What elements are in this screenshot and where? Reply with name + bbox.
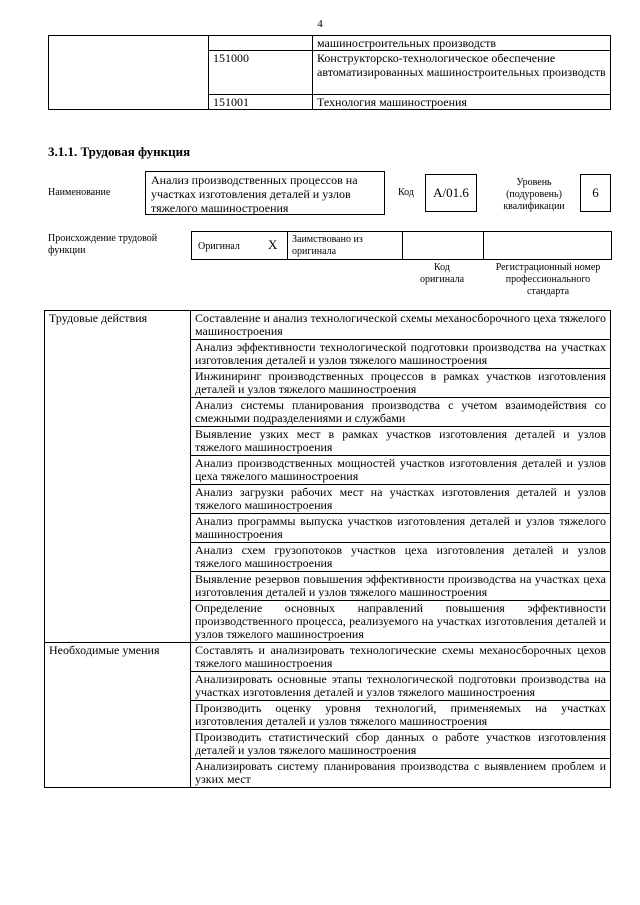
labor-function-body <box>45 311 611 788</box>
borrowed-label-line: Заимствовано из <box>292 234 363 245</box>
specialty-code: 151000 <box>209 51 313 95</box>
level-label-line: (подуровень) <box>506 189 562 200</box>
divider <box>483 232 484 259</box>
section-item: Анализ производственных мощностей участков изготовления деталей и узлов цеха тяжелого машиностроения <box>191 456 611 485</box>
caption-line: оригинала <box>419 274 465 285</box>
divider <box>402 232 403 259</box>
reg-number-caption <box>484 262 612 298</box>
level-label-line: квалификации <box>503 201 565 212</box>
code-label: Код <box>398 187 414 198</box>
caption-line: Регистрационный номер <box>495 262 601 273</box>
specialty-code: 151001 <box>209 95 313 110</box>
level-label-line: Уровень <box>516 177 552 188</box>
table-row <box>49 36 611 51</box>
code-original-caption <box>402 262 482 286</box>
specialty-name: Технология машиностроения <box>313 95 611 110</box>
origin-label-line: Происхождение трудовой <box>48 233 158 244</box>
specialty-table <box>48 35 611 110</box>
empty-cell <box>49 36 209 110</box>
borrowed-label-line: оригинала <box>292 246 337 257</box>
section-item: Анализ программы выпуска участков изготовления деталей и узлов тяжелого машиностроения <box>191 514 611 543</box>
level-label <box>490 177 578 213</box>
section-title: 3.1.1. Трудовая функция <box>48 144 191 159</box>
section-category: Трудовые действия <box>45 311 191 643</box>
origin-label <box>48 233 157 257</box>
page-number: 4 <box>317 18 323 30</box>
level-value-box: 6 <box>580 174 611 212</box>
section-item: Составлять и анализировать технологические схемы механосборочных цехов тяжелого машиностроения <box>191 643 611 672</box>
section-item: Производить статистический сбор данных о работе участков изготовления деталей и узлов тяжелого машиностроения <box>191 730 611 759</box>
section-item: Производить оценку уровня технологий, применяемых на участках изготовления деталей и узлов тяжелого машиностроения <box>191 701 611 730</box>
caption-line: профессионального <box>505 274 591 285</box>
section-item: Определение основных направлений повышения эффективности производственного процесса, реализуемого на участках изготовления деталей и узлов тяжелого машиностроения <box>191 601 611 643</box>
section-item: Выявление резервов повышения эффективности производства на участках цеха изготовления деталей и узлов тяжелого машиностроения <box>191 572 611 601</box>
origin-box <box>191 231 612 260</box>
section-item: Анализ эффективности технологической подготовки производства на участках изготовления деталей и узлов тяжелого машиностроения <box>191 340 611 369</box>
original-label: Оригинал <box>198 241 240 252</box>
labor-function-table <box>44 310 611 788</box>
specialty-name: Конструкторско-технологическое обеспечение автоматизированных машиностроительных производств <box>313 51 611 95</box>
section-item: Анализ схем грузопотоков участков цеха изготовления деталей и узлов тяжелого машиностроения <box>191 543 611 572</box>
function-name-box: Анализ производственных процессов на участках изготовления деталей и узлов тяжелого машиностроения <box>145 171 385 215</box>
specialty-name: машиностроительных производств <box>313 36 611 51</box>
section-category: Необходимые умения <box>45 643 191 788</box>
origin-label-line: функции <box>48 245 86 256</box>
section-item: Анализ загрузки рабочих мест на участках изготовления деталей и узлов тяжелого машиностроения <box>191 485 611 514</box>
section-item: Анализ системы планирования производства с учетом взаимодействия со смежными подразделениями и службами <box>191 398 611 427</box>
function-code-box: A/01.6 <box>425 174 477 212</box>
borrowed-label <box>292 234 363 258</box>
section-item: Выявление узких мест в рамках участков изготовления деталей и узлов тяжелого машиностроения <box>191 427 611 456</box>
table-row <box>45 311 611 340</box>
table-row <box>45 643 611 672</box>
caption-line: Код <box>434 262 450 273</box>
section-item: Инжиниринг производственных процессов в рамках участков изготовления деталей и узлов тяжелого машиностроения <box>191 369 611 398</box>
section-item: Анализировать систему планирования производства с выявлением проблем и узких мест <box>191 759 611 788</box>
specialty-code <box>209 36 313 51</box>
name-label: Наименование <box>48 187 111 198</box>
divider <box>287 232 288 259</box>
section-item: Анализировать основные этапы технологической подготовки производства на участках изготовления деталей и узлов тяжелого машиностроения <box>191 672 611 701</box>
caption-line: стандарта <box>526 286 570 297</box>
section-item: Составление и анализ технологической схемы механосборочного цеха тяжелого машиностроения <box>191 311 611 340</box>
original-mark: X <box>268 237 278 252</box>
